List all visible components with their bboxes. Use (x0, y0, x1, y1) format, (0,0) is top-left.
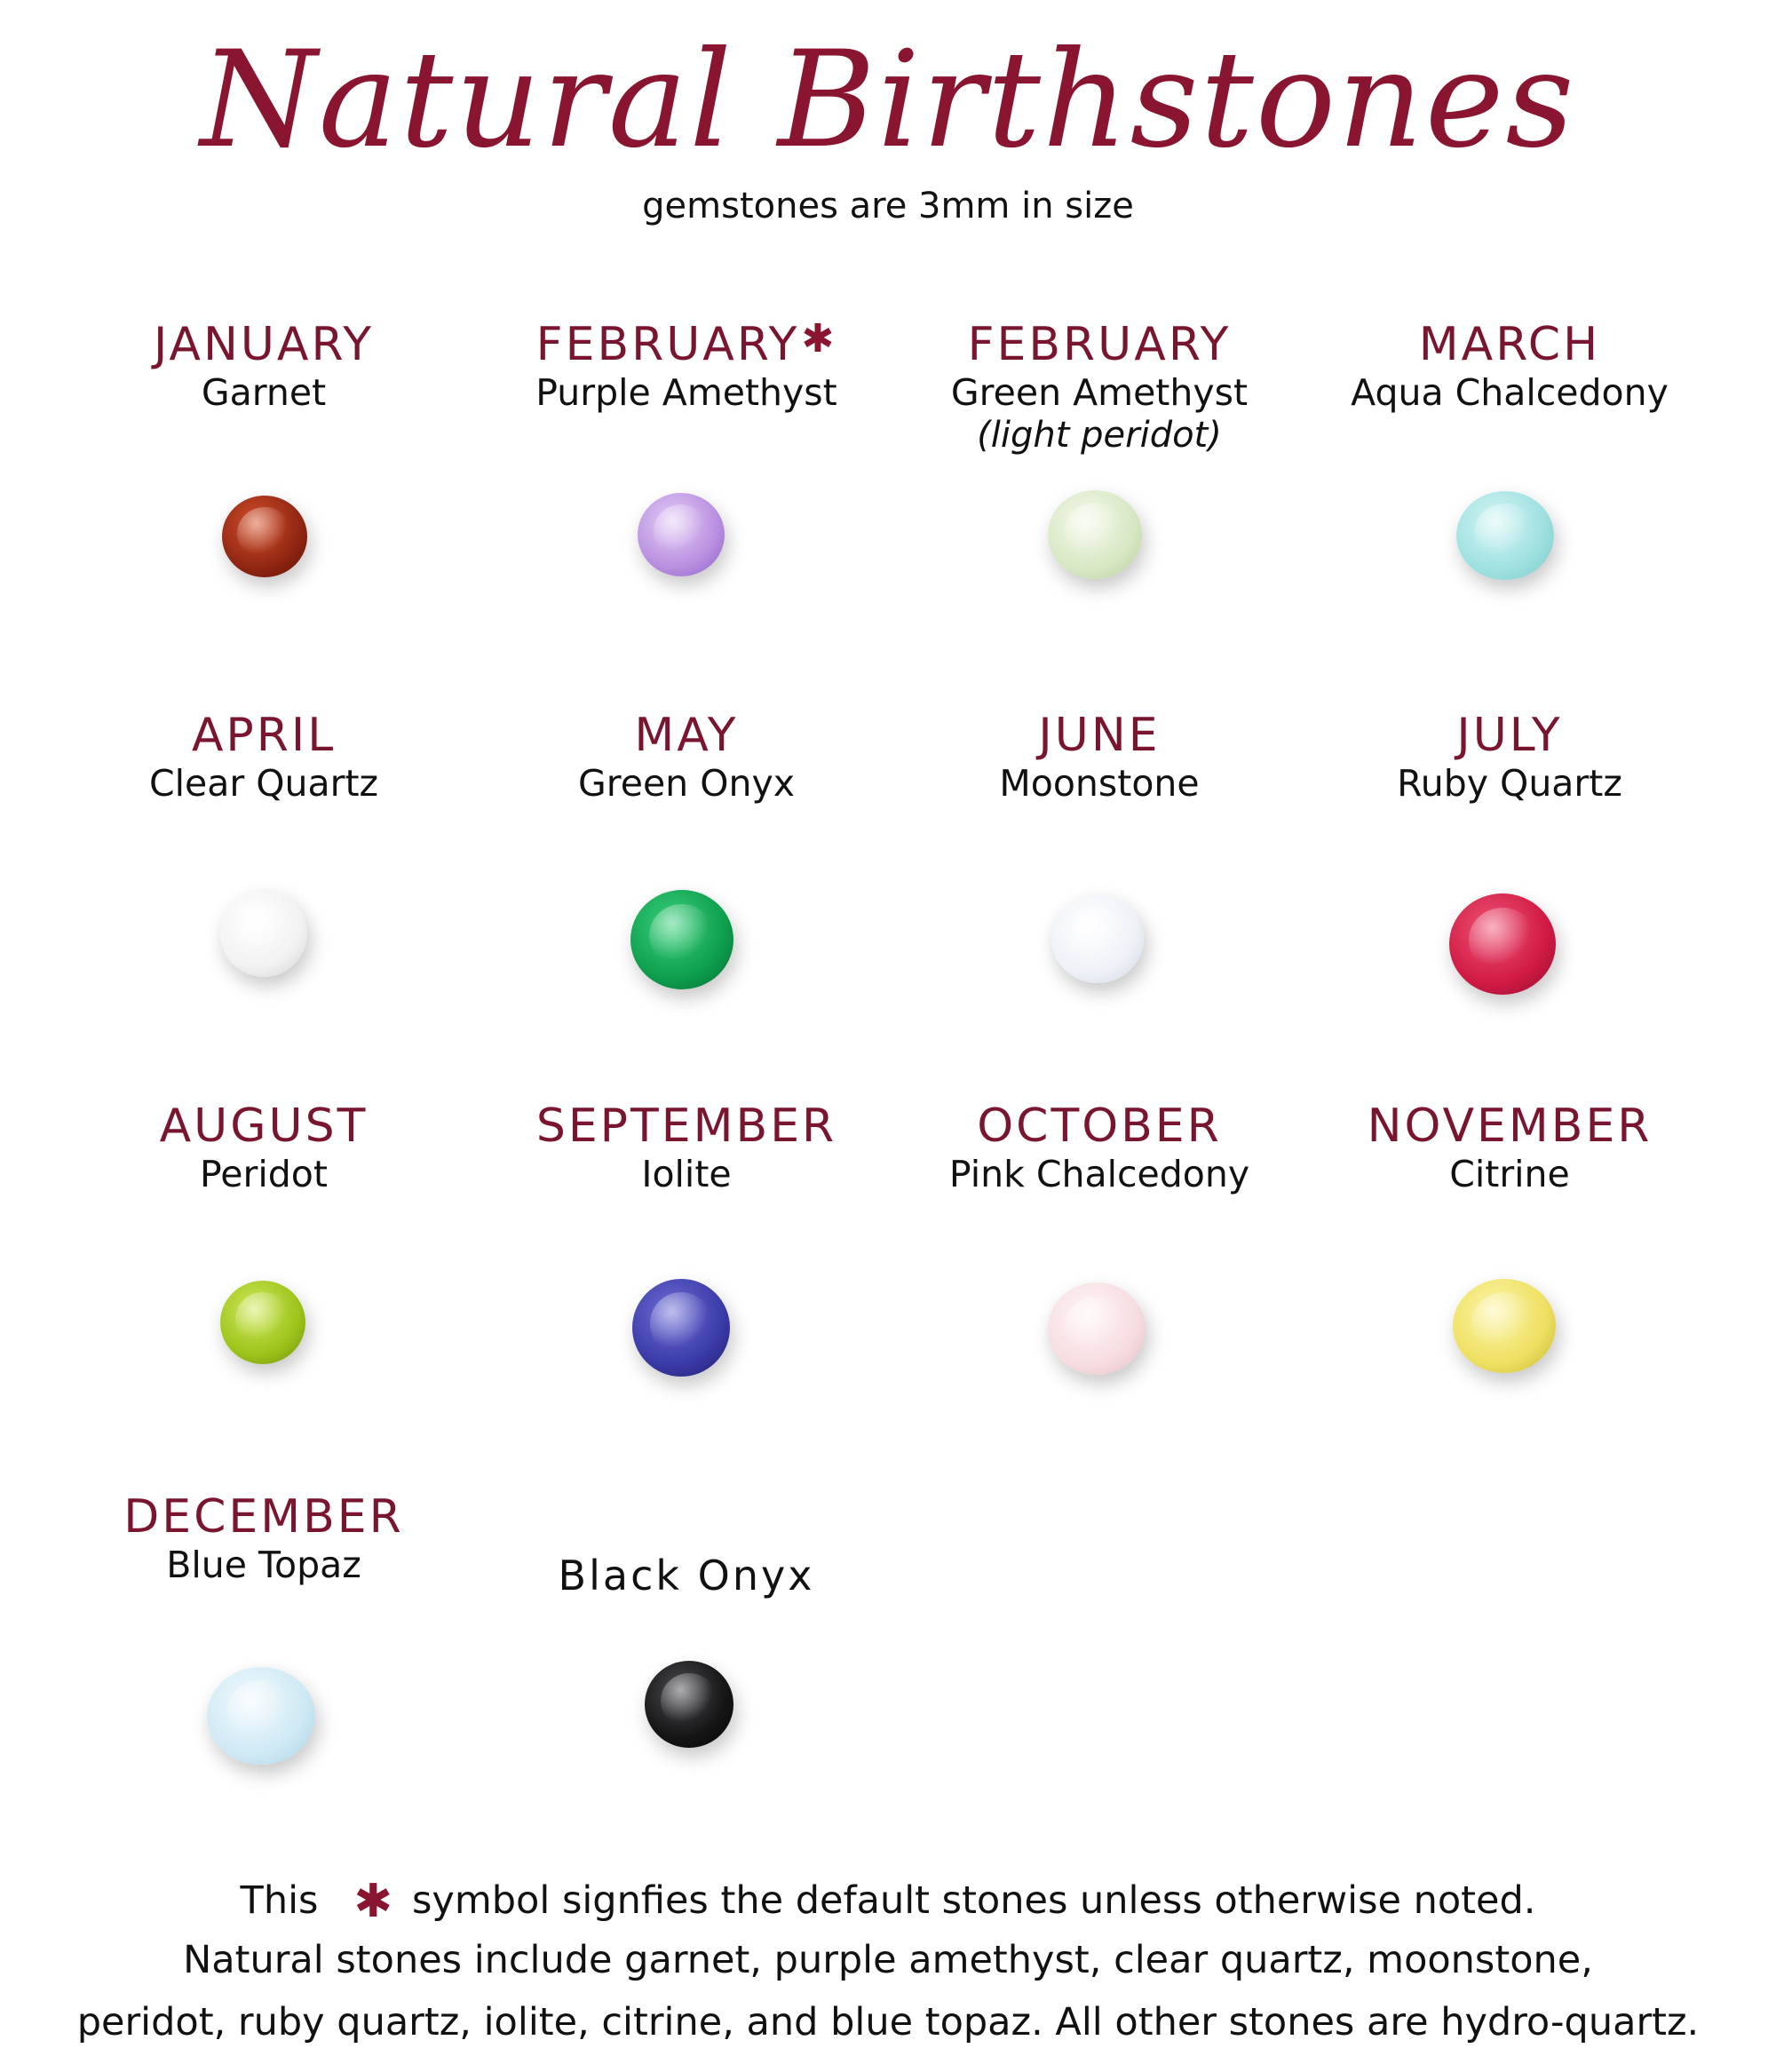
stone-name: Aqua Chalcedony (1351, 371, 1669, 414)
footer-text-start: This (240, 1878, 319, 1923)
stone-card-june (877, 709, 1321, 805)
default-star-icon: ✱ (353, 1875, 392, 1928)
gemstone-green-onyx (630, 890, 733, 989)
stone-name: Garnet (201, 371, 327, 414)
gemstone-clear-quartz (220, 890, 307, 977)
month-label: DECEMBER (123, 1490, 404, 1544)
stone-card-february-purple (464, 318, 908, 414)
stone-card-may (464, 709, 908, 805)
gemstone-blue-topaz (207, 1667, 315, 1765)
stone-card-january (42, 318, 486, 414)
month-label: MARCH (1418, 318, 1601, 371)
month-label: SEPTEMBER (535, 1100, 837, 1153)
gemstone-iolite (632, 1279, 730, 1377)
gemstone-garnet (222, 496, 307, 577)
stone-name: Purple Amethyst (535, 371, 837, 414)
stone-name: Iolite (641, 1153, 732, 1195)
stone-card-black-onyx (464, 1552, 908, 1600)
stone-name: Peridot (200, 1153, 328, 1195)
month-label: JANUARY (153, 318, 375, 371)
month-label: MAY (634, 709, 739, 762)
month-label: NOVEMBER (1367, 1100, 1653, 1153)
default-star-icon: ✱ (801, 316, 837, 361)
footer-line-2: Natural stones include garnet, purple amethyst, clear quartz, moonstone, (183, 1938, 1593, 1982)
stone-card-march (1288, 318, 1732, 414)
stone-card-august (42, 1100, 486, 1195)
stone-card-october (877, 1100, 1321, 1195)
stone-note: (light peridot) (977, 415, 1222, 456)
month-label: JULY (1456, 709, 1563, 762)
gemstone-aqua-chalcedony (1456, 491, 1554, 580)
footer-text-end: symbol signfies the default stones unless otherwise noted. (412, 1878, 1536, 1923)
footer-line-3: peridot, ruby quartz, iolite, citrine, and blue topaz. All other stones are hydro-quartz. (76, 2000, 1700, 2044)
month-label: JUNE (1038, 709, 1161, 762)
stone-card-november (1288, 1100, 1732, 1195)
gemstone-peridot (220, 1281, 305, 1364)
stone-name: Citrine (1449, 1153, 1570, 1195)
page-title: Natural Birthstones (200, 23, 1576, 178)
stone-name: Ruby Quartz (1397, 762, 1622, 805)
month-label: AUGUST (159, 1100, 369, 1153)
gemstone-green-amethyst (1048, 490, 1142, 579)
stone-name: Moonstone (999, 762, 1200, 805)
gemstone-citrine (1453, 1279, 1556, 1373)
month-label: FEBRUARY (967, 318, 1232, 371)
month-label: FEBRUARY (535, 318, 800, 371)
stone-name: Green Amethyst (950, 371, 1249, 414)
month-label: OCTOBER (977, 1100, 1222, 1153)
stone-card-july (1288, 709, 1732, 805)
stone-card-april (42, 709, 486, 805)
gemstone-ruby-quartz (1449, 893, 1556, 995)
stone-name: Pink Chalcedony (948, 1153, 1250, 1195)
stone-card-december (42, 1490, 486, 1586)
footer-line-1 (0, 1875, 1776, 1928)
stone-name: Black Onyx (558, 1552, 815, 1600)
month-label: APRIL (191, 709, 337, 762)
stone-card-february-green (877, 318, 1321, 456)
gemstone-pink-chalcedony (1048, 1282, 1146, 1375)
gemstone-black-onyx (645, 1661, 733, 1748)
stone-name: Clear Quartz (148, 762, 379, 805)
stone-name: Blue Topaz (166, 1544, 361, 1586)
gemstone-purple-amethyst (638, 493, 725, 576)
page-subtitle: gemstones are 3mm in size (642, 186, 1134, 226)
gemstone-moonstone (1051, 894, 1144, 983)
stone-name: Green Onyx (578, 762, 795, 805)
stone-card-september (464, 1100, 908, 1195)
